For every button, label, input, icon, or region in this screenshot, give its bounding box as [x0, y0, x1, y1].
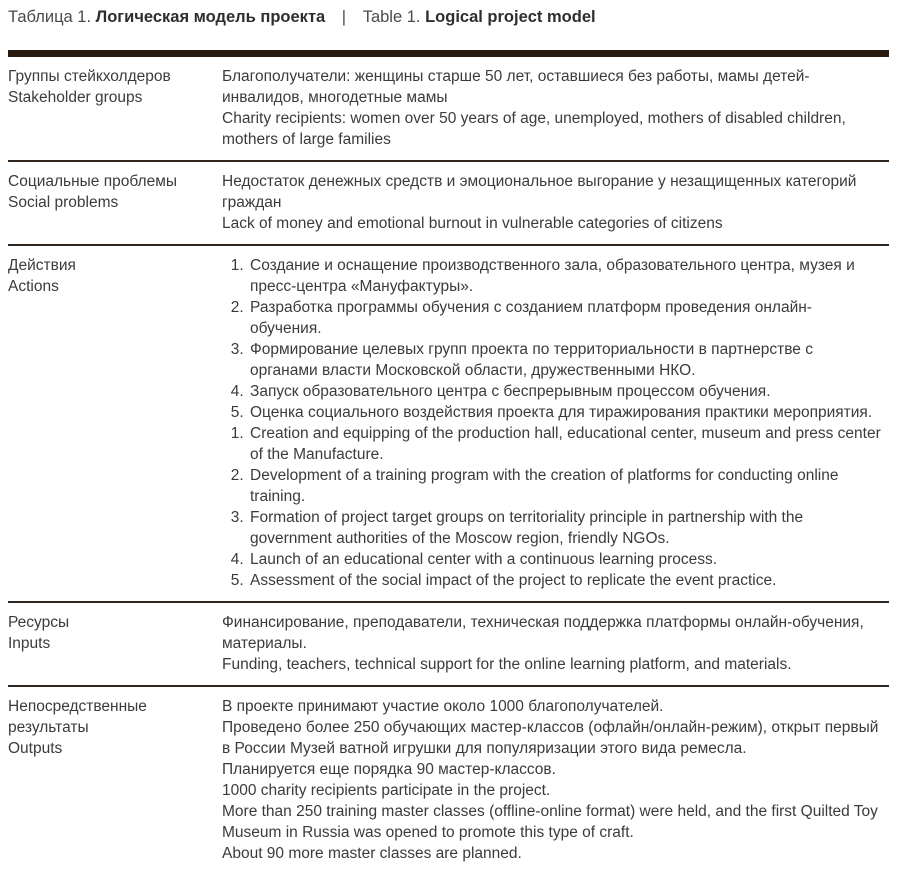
list-item: 5. Оценка социального воздействия проекта для тиражирования практики мероприятия. — [248, 402, 882, 423]
row-label — [8, 696, 222, 759]
list-item: 2. Development of a training program with the creation of platforms for conducting online training. — [248, 465, 882, 507]
paragraph-en: About 90 more master classes are planned. — [222, 845, 522, 862]
caption-en-title: Logical project model — [425, 8, 596, 26]
caption-divider: | — [341, 8, 347, 26]
row-content — [222, 612, 882, 675]
row-label-ru: Действия — [8, 257, 76, 274]
paragraph-en: 1000 charity recipients participate in the project. — [222, 782, 551, 799]
row-label — [8, 171, 222, 213]
paragraph-ru: Благополучатели: женщины старше 50 лет, оставшиеся без работы, мамы детей-инвалидов, многодетные мамы — [222, 68, 810, 106]
table-row-stakeholder-groups — [8, 57, 889, 162]
paragraph-en: Lack of money and emotional burnout in vulnerable categories of citizens — [222, 215, 723, 232]
row-label-ru: Социальные проблемы — [8, 173, 177, 190]
caption-ru-prefix: Таблица 1. — [8, 8, 92, 26]
table-caption — [8, 6, 889, 28]
logical-model-table — [8, 57, 889, 874]
row-content — [222, 66, 882, 150]
list-item: 1. Создание и оснащение производственного зала, образовательного центра, музея и пресс-центра «Мануфактуры». — [248, 255, 882, 297]
row-label-ru: Непосредственные результаты — [8, 698, 147, 736]
row-label — [8, 612, 222, 654]
caption-ru-title: Логическая модель проекта — [95, 8, 326, 26]
paragraph-ru: В проекте принимают участие около 1000 благополучателей. — [222, 698, 664, 715]
row-content — [222, 255, 882, 591]
row-label-ru: Группы стейкхолдеров — [8, 68, 171, 85]
list-item: 3. Formation of project target groups on territoriality principle in partnership with the government authorities of the Moscow region, friendly NGOs. — [248, 507, 882, 549]
table-row-social-problems — [8, 162, 889, 246]
row-label-en: Actions — [8, 278, 59, 295]
actions-list-ru — [222, 255, 882, 423]
list-item: 1. Creation and equipping of the production hall, educational center, museum and press center of the Manufacture. — [248, 423, 882, 465]
table-row-actions — [8, 246, 889, 603]
row-label — [8, 66, 222, 108]
actions-list-en — [222, 423, 882, 591]
paragraph-ru: Проведено более 250 обучающих мастер-классов (офлайн/онлайн-режим), открыт первый в России Музей ватной игрушки для популяризации этого вида ремесла. — [222, 719, 879, 757]
table-top-rule — [8, 50, 889, 57]
paragraph-en: More than 250 training master classes (offline-online format) were held, and the first Quilted Toy Museum in Russia was opened to promote this type of craft. — [222, 803, 878, 841]
list-item: 2. Разработка программы обучения с созданием платформ проведения онлайн-обучения. — [248, 297, 882, 339]
row-content — [222, 171, 882, 234]
list-item: 3. Формирование целевых групп проекта по территориальности в партнерстве с органами власти Московской области, дружественными НКО. — [248, 339, 882, 381]
row-label-en: Social problems — [8, 194, 119, 211]
row-label-en: Outputs — [8, 740, 63, 757]
paragraph-en: Funding, teachers, technical support for the online learning platform, and materials. — [222, 656, 792, 673]
caption-en-prefix: Table 1. — [362, 8, 421, 26]
paragraph-en: Charity recipients: women over 50 years of age, unemployed, mothers of disabled children, mothers of large families — [222, 110, 846, 148]
table-row-inputs — [8, 603, 889, 687]
list-item: 5. Assessment of the social impact of the project to replicate the event practice. — [248, 570, 882, 591]
row-label — [8, 255, 222, 297]
paragraph-ru: Недостаток денежных средств и эмоциональное выгорание у незащищенных категорий граждан — [222, 173, 857, 211]
list-item: 4. Запуск образовательного центра с беспрерывным процессом обучения. — [248, 381, 882, 402]
table-row-outputs — [8, 687, 889, 874]
row-content — [222, 696, 882, 864]
row-label-ru: Ресурсы — [8, 614, 70, 631]
list-item: 4. Launch of an educational center with a continuous learning process. — [248, 549, 882, 570]
paragraph-ru: Финансирование, преподаватели, техническая поддержка платформы онлайн-обучения, материалы. — [222, 614, 864, 652]
paragraph-ru: Планируется еще порядка 90 мастер-классов. — [222, 761, 556, 778]
row-label-en: Stakeholder groups — [8, 89, 143, 106]
row-label-en: Inputs — [8, 635, 51, 652]
